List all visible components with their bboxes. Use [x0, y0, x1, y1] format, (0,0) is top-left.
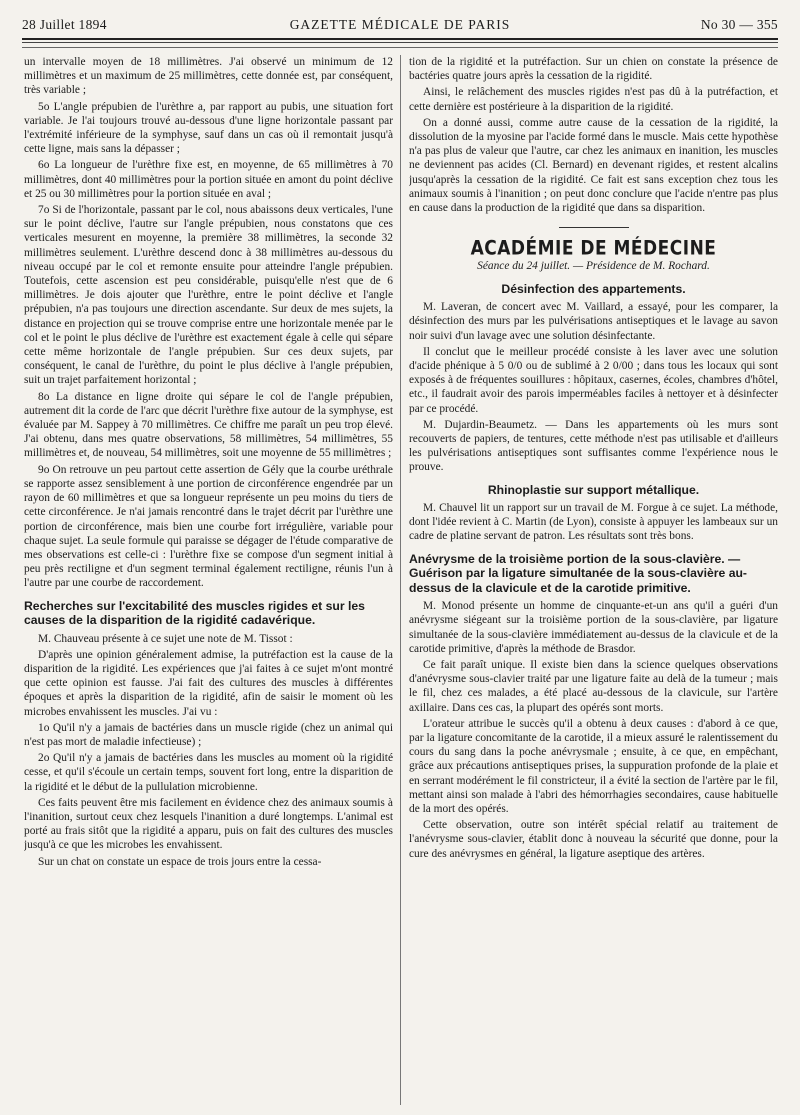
journal-title: GAZETTE MÉDICALE DE PARIS — [289, 17, 511, 32]
paragraph: M. Laveran, de concert avec M. Vaillard, a essayé, pour les comparer, la désinfection des murs par les pulvérisations antiseptiques et le lavage au savon noir suivi d'un lavage avec une solution désinfectante. — [409, 301, 778, 342]
paragraph: Ainsi, le relâchement des muscles rigides n'est pas dû à la putréfaction, et cette dernière est postérieure à la disparition de la rigidité. — [409, 86, 778, 113]
paragraph: M. Dujardin-Beaumetz. — Dans les appartements où les murs sont recouverts de papiers, de tentures, cette méthode n'est pas utilisable et d'ailleurs les pulvérisations antiseptiques sont suffisantes comme l'expérience nous le prouve. — [409, 418, 778, 474]
section-title-anevrysme: Anévrysme de la troisième portion de la sous-clavière. — Guérison par la ligature simultanée de la sous-clavière au-dessus de la clavicule et de la carotide primitive. — [409, 551, 747, 595]
running-header — [22, 14, 778, 36]
paragraph: 8o La distance en ligne droite qui sépare le col de l'angle prépubien, autrement dit la corde de l'arc que décrit l'urèthre fixe autour de la symphyse, est évaluée par M. Sappey à 70 millimètres. Ce chiffre me paraît un peu trop élevé. J'ai obtenu, dans mes quatre observations, 58 millimètres, 54 millimètres, 55 millimètres et, de nouveau, 54 millimètres, soit une moyenne de 55 millimètres ; — [24, 390, 393, 460]
header-rule-lower — [22, 47, 778, 48]
paragraph: tion de la rigidité et la putréfaction. Sur un chien on constate la présence de bactéries quatre jours après la cessation de la rigidité. — [409, 56, 778, 83]
academy-heading: ACADÉMIE DE MÉDECINE — [470, 237, 717, 261]
right-column — [409, 55, 778, 1105]
paragraph: Sur un chat on constate un espace de trois jours entre la cessa- — [38, 855, 322, 868]
paragraph: Ce fait paraît unique. Il existe bien dans la science quelques observations d'anévrysme sous-clavier traité par une ligature faite au delà de la tumeur ; mais le fil, chez ces malades, a été placé au-dessous de la clavicule, sur l'artère axillaire. Dans ces cas, la plupart des opérés sont morts. — [409, 659, 778, 714]
paragraph: 1o Qu'il n'y a jamais de bactéries dans un muscle rigide (chez un animal qui n'est pas mort de maladie infectieuse) ; — [24, 721, 393, 748]
header-rule-thin — [22, 42, 778, 43]
header-rule — [22, 38, 778, 40]
paragraph: M. Monod présente un homme de cinquante-et-un ans qu'il a guéri d'un anévrysme siégeant sur la troisième portion de la sous-clavière, par ligature simultanée de la sous-clavière immédiatement au-dessus de la clavicule et de la carotide primitive, d'après la méthode de Brasdor. — [409, 600, 778, 655]
paragraph: Ces faits peuvent être mis facilement en évidence chez des animaux soumis à l'inanition, surtout ceux chez lesquels l'inanition a duré longtemps. L'animal est porté au frais sitôt que la rigidité a apparu, puis on fait des cultures des muscles jusqu'à ce que les microbes les envahissent. — [24, 796, 393, 852]
paragraph: 5o L'angle prépubien de l'urèthre a, par rapport au pubis, une situation fort variable. Je l'ai toujours trouvé au-dessous d'une ligne horizontale passant par l'extrémité inférieure de la symphyse, sauf dans un cas où il remontait jusqu'à cette ligne, mais sans la dépasser ; — [24, 100, 393, 156]
paragraph: Il conclut que le meilleur procédé consiste à les laver avec une solution d'acide phénique à 5 0/0 ou de sublimé à 2 0/00 ; dans tous les locaux qui sont exposés à de fréquentes souillures : hôpitaux, casernes, écoles, chambres d'hôtel, etc., il faudrait avoir des parois imperméables faciles à nettoyer et à désinfecter par ce procédé. — [409, 345, 778, 415]
paragraph: L'orateur attribue le succès qu'il a obtenu à deux causes : d'abord à ce que, par la ligature concomitante de la carotide, il a mieux assuré le ralentissement du cours du sang dans la poche anévrysmale ; ensuite, à ce que, en empêchant, grâce aux précautions antiseptiques prises, la suppuration profonde de la plaie et en serrant modérément le fil constricteur, il a évité la section de l'artère par le fil, mettant ainsi son malade à l'abri des hémorrhagies secondaires, cause habituelle de la mort des opérés. — [409, 717, 778, 816]
paragraph: Cette observation, outre son intérêt spécial relatif au traitement de l'anévrysme sous-clavier, établit donc à nouveau la sécurité que donne, pour la cure des anévrysmes en général, la ligature aseptique des artères. — [409, 819, 778, 860]
section-title-rigidite: Recherches sur l'excitabilité des muscles rigides et sur les causes de la disparition de la rigidité cadavérique. — [24, 598, 365, 628]
paragraph: 7o Si de l'horizontale, passant par le col, nous abaissons deux verticales, l'une sur le point déclive, l'autre sur l'angle prépubien, nous constatons que ces verticales mesurent en moyenne, la première 38 millimètres, la seconde 32 millimètres seulement. L'urèthre descend donc à 38 millimètres au-dessous du niveau occupé par le col et remonte ensuite pour atteindre l'angle prépubien. Toutefois, cette ascension est peu considérable, puisqu'elle n'est que de 6 millimètres. Je dois ajouter que l'urèthre, entre le point déclive et l'angle prépubien, n'a pas toujours une direction ascendante. Sur deux de mes sujets, la distance en projection qui se trouve comprise entre une horizontale menée par le col et le point le plus déclive de l'urèthre est exactement égale à celle qui sépare cette même horizontale de l'angle prépubien. Sur ces deux sujets, par conséquent, le canal de l'urèthre, du point le plus déclive à l'angle prépubien, suit un trajet parfaitement horizontal ; — [24, 204, 393, 387]
section-intro: M. Chauveau présente à ce sujet une note de M. Tissot : — [38, 632, 293, 645]
left-column — [24, 55, 393, 1105]
paragraph: 6o La longueur de l'urèthre fixe est, en moyenne, de 65 millimètres à 70 millimètres, dont 40 millimètres pour la portion située en amont du point déclive et 25 ou 30 millimètres pour la portion située en aval ; — [24, 159, 393, 200]
page-number: No 30 — 355 — [700, 17, 778, 32]
seance-line: Séance du 24 juillet. — Présidence de M. Rochard. — [477, 260, 710, 273]
paragraph: On a donné aussi, comme autre cause de la cessation de la rigidité, la dissolution de la myosine par l'acide formé dans le muscle. Mais cette hypothèse n'a pas plus de valeur que l'autre, car chez les animaux en inanition, les muscles ne deviennent pas acides (Cl. Bernard) en devenant rigides, et restent alcalins jusqu'après la cessation de la rigidité. Ce fait est sans exception chez tous les animaux soumis à l'inanition ; on peut donc conclure que l'acide n'entre pas plus en cause dans la production de la rigidité que dans sa disparition. — [409, 116, 778, 215]
section-title-rhinoplastie: Rhinoplastie sur support métallique. — [487, 482, 700, 497]
header-date: 28 Juillet 1894 — [22, 17, 107, 32]
paragraph: 9o On retrouve un peu partout cette assertion de Gély que la courbe uréthrale se rapporte assez sensiblement à une portion de circonférence engendrée par un rayon de 60 millimètres et que sa longueur représente un peu moins du tiers de cette circonférence. Je n'ai jamais rencontré dans le trajet décrit par l'urèthre une portion de circonférence, mais bien une courbe fort irrégulière, variable pour chaque sujet. La seule formule qui paraisse se dégager de l'étude comparative de mes observations est celle-ci : l'urèthre fixe se compose d'un segment initial à peu près rectiligne et d'un segment terminal également rectiligne, réunis l'un à l'autre par une courbe de raccordement. — [24, 463, 393, 590]
paragraph: un intervalle moyen de 18 millimètres. J'ai observé un minimum de 12 millimètres et un maximum de 25 millimètres, cette donnée est, par conséquent, très variable ; — [24, 56, 393, 97]
paragraph: 2o Qu'il n'y a jamais de bactéries dans les muscles au moment où la rigidité cesse, et qu'il s'écoule un certain temps, souvent fort long, entre la disparition de la rigidité et le début de la pullulation microbienne. — [24, 752, 393, 793]
paragraph: D'après une opinion généralement admise, la putréfaction est la cause de la disparition de la rigidité. Les expériences que j'ai faites à ce sujet m'ont montré que cette opinion est fausse. J'ai fait des cultures des muscles à différentes époques et après la disparition de la rigidité, afin de saisir le moment où les microbes envahissent les muscles. J'ai vu : — [24, 648, 393, 718]
section-separator — [559, 227, 629, 228]
section-title-desinfection: Désinfection des appartements. — [501, 281, 686, 296]
column-divider — [400, 55, 401, 1105]
paragraph: M. Chauvel lit un rapport sur un travail de M. Forgue à ce sujet. La méthode, dont l'idée revient à C. Martin (de Lyon), consiste à appuyer les lambeaux sur un cadre de platine servant de patron. Les résultats sont très bons. — [409, 502, 778, 543]
